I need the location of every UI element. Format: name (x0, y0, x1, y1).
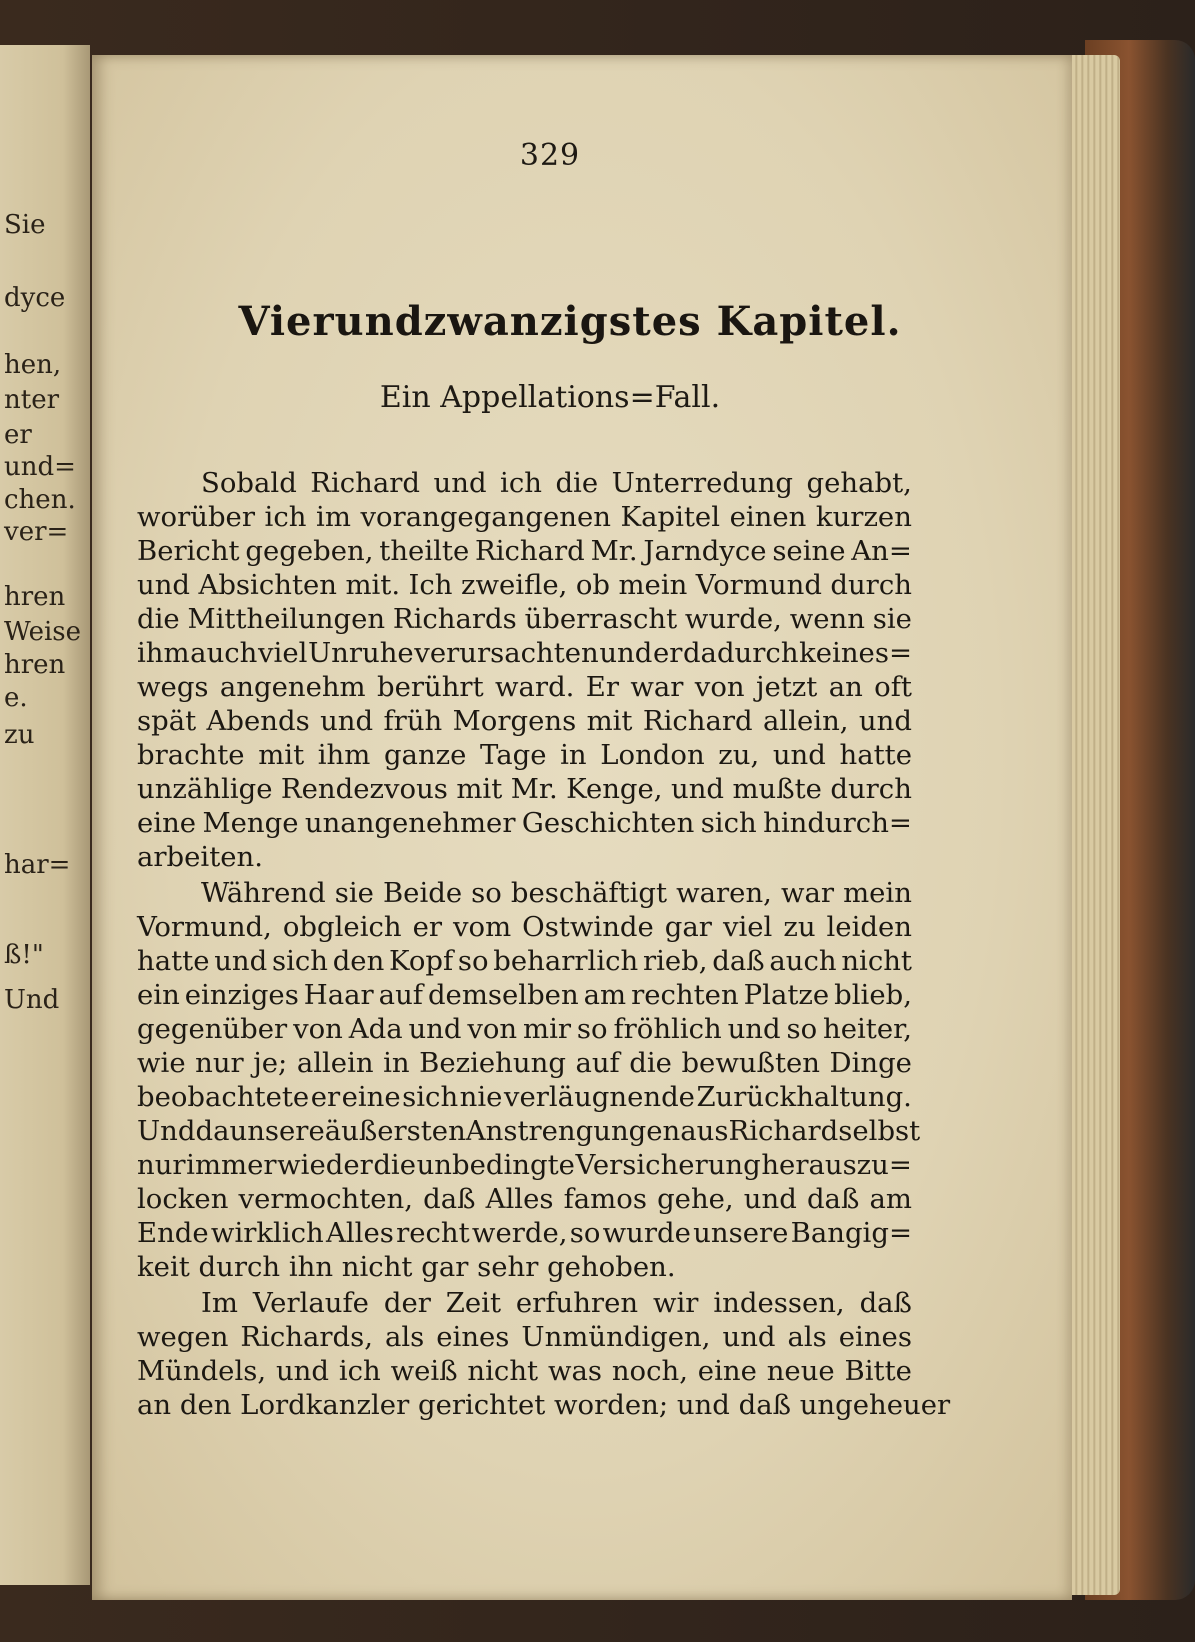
text-line: Vormund, obgleich er vom Ostwinde gar viel zu leiden (137, 911, 912, 943)
text-line: spät Abends und früh Morgens mit Richard allein, und (137, 705, 912, 737)
text-line: Und da unsere äußersten Anstrengungen aus Richard selbst (137, 1115, 921, 1147)
text-line: beobachtete er eine sich nie verläugnende Zurückhaltung. (137, 1081, 912, 1113)
left-page-fragment: dyce (4, 283, 66, 313)
left-page-fragment: Weise (4, 617, 82, 647)
text-line: brachte mit ihm ganze Tage in London zu, und hatte (137, 739, 912, 771)
text-line: keit durch ihn nicht gar sehr gehoben. (137, 1251, 676, 1283)
left-page-fragment: hren (4, 650, 66, 680)
text-line: wegs angenehm berührt ward. Er war von jetzt an oft (137, 671, 912, 703)
text-line: eine Menge unangenehmer Geschichten sich hindurch= (137, 807, 912, 839)
left-page-fragment: chen. (4, 485, 76, 515)
text-line: wie nur je; allein in Beziehung auf die bewußten Dinge (137, 1047, 912, 1079)
text-line: Während sie Beide so beschäftigt waren, war mein (201, 877, 912, 909)
text-line: worüber ich im vorangegangenen Kapitel einen kurzen (137, 501, 912, 533)
left-page-fragment: zu (4, 720, 35, 750)
text-line: Bericht gegeben, theilte Richard Mr. Jarndyce seine An= (137, 535, 912, 567)
text-line: arbeiten. (137, 841, 263, 873)
text-line: wegen Richards, als eines Unmündigen, und als eines (137, 1321, 912, 1353)
text-line: ihm auch viel Unruhe verursachten und er dadurch keines= (137, 637, 912, 669)
left-page-fragment: Und (4, 985, 60, 1015)
text-line: unzählige Rendezvous mit Mr. Kenge, und mußte durch (137, 773, 912, 805)
page-number: 329 (519, 138, 581, 173)
text-line: locken vermochten, daß Alles famos gehe, und daß am (137, 1183, 912, 1215)
text-line: gegenüber von Ada und von mir so fröhlich und so heiter, (137, 1013, 912, 1045)
chapter-subtitle: Ein Appellations=Fall. (379, 380, 721, 415)
text-line: nur immer wieder die unbedingte Versicherung herauszu= (137, 1149, 912, 1181)
text-line: Sobald Richard und ich die Unterredung gehabt, (201, 467, 912, 499)
text-line: an den Lordkanzler gerichtet worden; und daß ungeheuer (137, 1389, 951, 1421)
left-page-fragment: ß!" (4, 940, 44, 970)
body-text (137, 466, 951, 1424)
left-page-fragment: hren (4, 582, 66, 612)
left-page (0, 45, 90, 1585)
left-page-fragment: hen, (4, 350, 62, 380)
text-line: ein einziges Haar auf demselben am rechten Platze blieb, (137, 979, 912, 1011)
chapter-title: Vierundzwanzigstes Kapitel. (238, 298, 902, 345)
text-line: die Mittheilungen Richards überrascht wurde, wenn sie (137, 603, 912, 635)
text-line: hatte und sich den Kopf so beharrlich rieb, daß auch nicht (137, 945, 912, 977)
left-page-fragment: und= (4, 452, 76, 482)
left-page-fragment: ver= (4, 517, 69, 547)
left-page-fragment: er (4, 420, 32, 450)
left-page-fragment: e. (4, 683, 28, 713)
text-line: Im Verlaufe der Zeit erfuhren wir indessen, daß (201, 1287, 912, 1319)
left-page-fragment: Sie (4, 210, 46, 240)
left-page-fragment: har= (4, 850, 71, 880)
text-line: und Absichten mit. Ich zweifle, ob mein Vormund durch (137, 569, 912, 601)
left-page-fragment: nter (4, 385, 60, 415)
text-line: Mündels, und ich weiß nicht was noch, eine neue Bitte (137, 1355, 912, 1387)
text-line: Ende wirklich Alles recht werde, so wurde unsere Bangig= (137, 1217, 912, 1249)
